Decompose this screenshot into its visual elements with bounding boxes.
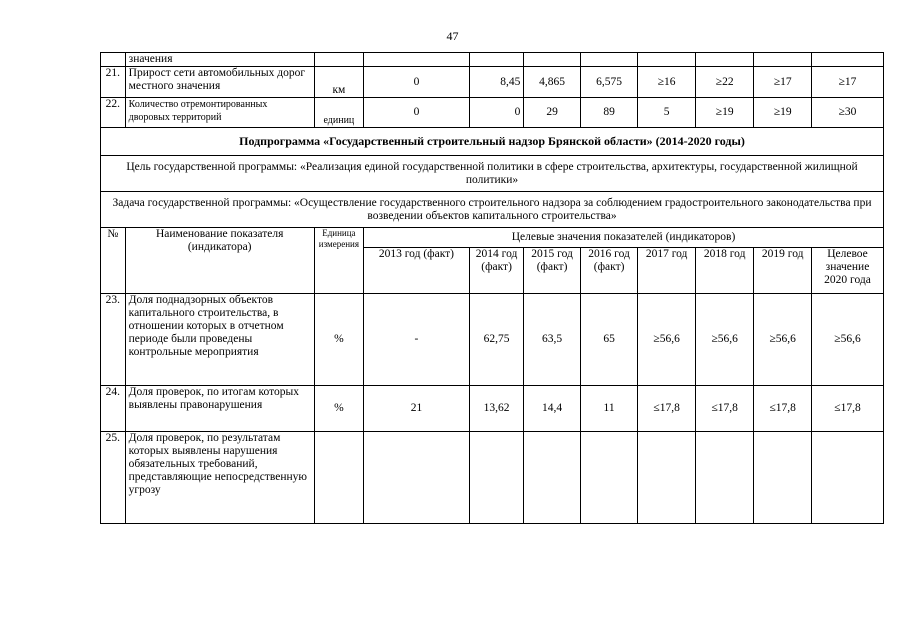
header-year: 2017 год <box>638 248 696 294</box>
header-target-values: Целевые значения показателей (индикаторов) <box>364 228 884 248</box>
header-unit: Единица измерения <box>314 228 363 294</box>
indicator-name: Прирост сети автомобильных дорог местного значения <box>125 67 314 98</box>
value-2014: 13,62 <box>469 386 523 432</box>
value-2017: ≤17,8 <box>638 386 696 432</box>
header-row <box>101 228 884 248</box>
subprogram-title: Подпрограмма «Государственный строительный надзор Брянской области» (2014-2020 годы) <box>101 128 884 156</box>
header-year: 2014 год (факт) <box>469 248 523 294</box>
row-number: 21. <box>101 67 126 98</box>
header-year: 2015 год (факт) <box>524 248 581 294</box>
value-2019: ≥56,6 <box>754 294 812 386</box>
value-2013: 21 <box>364 386 470 432</box>
value-2018: ≤17,8 <box>695 386 754 432</box>
value-2013: 0 <box>364 67 470 98</box>
unit: % <box>314 294 363 386</box>
unit: км <box>314 67 363 98</box>
indicators-table <box>100 52 884 524</box>
value-2018: ≥19 <box>695 98 754 128</box>
program-task: Задача государственной программы: «Осуществление государственного строительного надзора за соблюдением градостроительного законодательства при возведении объектов капитального строительства» <box>101 192 884 228</box>
table-row <box>101 386 884 432</box>
indicator-name: Доля проверок, по итогам которых выявлены правонарушения <box>125 386 314 432</box>
header-year: 2018 год <box>695 248 754 294</box>
table-row <box>101 432 884 524</box>
value-2019 <box>754 432 812 524</box>
value-2018 <box>695 432 754 524</box>
value-2017: ≥56,6 <box>638 294 696 386</box>
value-2016: 65 <box>580 294 638 386</box>
table-row <box>101 192 884 228</box>
header-year: Целевое значение 2020 года <box>811 248 883 294</box>
table-row <box>101 98 884 128</box>
value-2019: ≥17 <box>754 67 812 98</box>
header-name: Наименование показателя (индикатора) <box>125 228 314 294</box>
value-2015: 4,865 <box>524 67 581 98</box>
table-row <box>101 128 884 156</box>
indicator-name: Доля поднадзорных объектов капитального строительства, в отношении которых в отчетном периоде были проведены контрольные мероприятия <box>125 294 314 386</box>
header-number: № <box>101 228 126 294</box>
value-2020: ≤17,8 <box>811 386 883 432</box>
table-row <box>101 67 884 98</box>
value-2015: 14,4 <box>524 386 581 432</box>
value-2013 <box>364 432 470 524</box>
value-2016: 11 <box>580 386 638 432</box>
value-2015 <box>524 432 581 524</box>
value-2014: 8,45 <box>469 67 523 98</box>
value-2020: ≥17 <box>811 67 883 98</box>
unit: % <box>314 386 363 432</box>
header-year: 2019 год <box>754 248 812 294</box>
value-2014: 0 <box>469 98 523 128</box>
program-goal: Цель государственной программы: «Реализация единой государственной политики в сфере строительства, архитектуры, государственной жилищной политики» <box>101 156 884 192</box>
row-number: 24. <box>101 386 126 432</box>
header-year: 2016 год (факт) <box>580 248 638 294</box>
value-2020: ≥56,6 <box>811 294 883 386</box>
table-row <box>101 294 884 386</box>
indicator-name: Доля проверок, по результатам которых выявлены нарушения обязательных требований, представляющие непосредственную угрозу <box>125 432 314 524</box>
value-2014: 62,75 <box>469 294 523 386</box>
value-2018: ≥22 <box>695 67 754 98</box>
value-2020 <box>811 432 883 524</box>
value-2016: 6,575 <box>580 67 638 98</box>
value-2014 <box>469 432 523 524</box>
unit <box>314 432 363 524</box>
indicator-name: значения <box>125 53 314 67</box>
row-number: 23. <box>101 294 126 386</box>
row-number <box>101 53 126 67</box>
value-2020: ≥30 <box>811 98 883 128</box>
value-2015: 29 <box>524 98 581 128</box>
value-2019: ≥19 <box>754 98 812 128</box>
page-number: 47 <box>446 29 459 43</box>
value-2013: - <box>364 294 470 386</box>
value-2016: 89 <box>580 98 638 128</box>
value-2018: ≥56,6 <box>695 294 754 386</box>
value-2017 <box>638 432 696 524</box>
row-number: 25. <box>101 432 126 524</box>
table-row <box>101 53 884 67</box>
value-2019: ≤17,8 <box>754 386 812 432</box>
header-year: 2013 год (факт) <box>364 248 470 294</box>
value-2013: 0 <box>364 98 470 128</box>
value-2017: 5 <box>638 98 696 128</box>
table-row <box>101 156 884 192</box>
value-2016 <box>580 432 638 524</box>
indicator-name: Количество отремонтированных дворовых территорий <box>125 98 314 128</box>
value-2015: 63,5 <box>524 294 581 386</box>
row-number: 22. <box>101 98 126 128</box>
unit: единиц <box>314 98 363 128</box>
value-2017: ≥16 <box>638 67 696 98</box>
